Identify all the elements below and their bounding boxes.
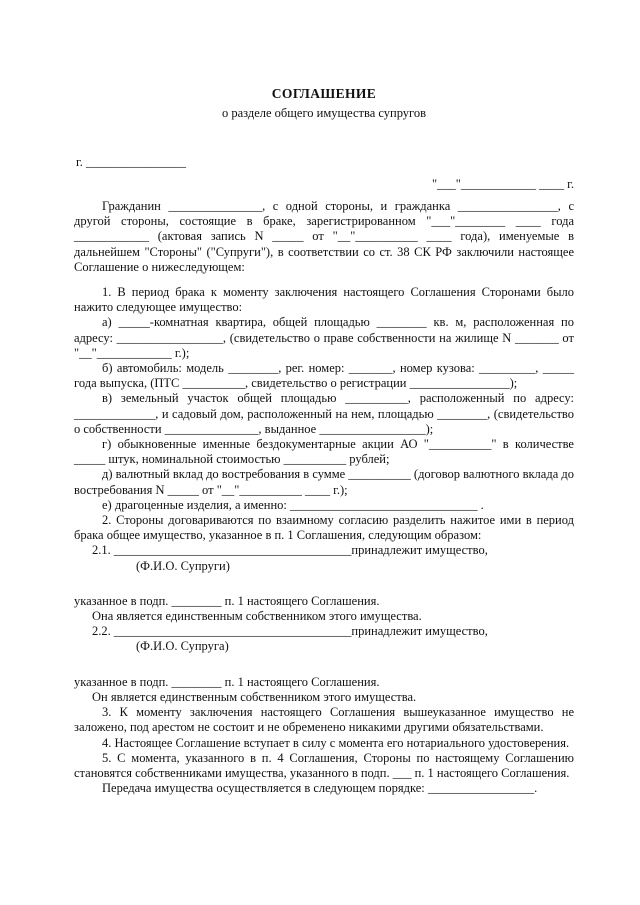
property-item-e: е) драгоценные изделия, а именно: ______________________________ . xyxy=(102,497,484,512)
clause-5-paragraph: 5. С момента, указанного в п. 4 Соглашения, Стороны по настоящему Соглашению становятся собственниками имущества, указанного в подп. ___ п. 1 настоящего Соглашения. xyxy=(74,750,574,780)
document-subtitle: о разделе общего имущества супругов xyxy=(221,106,427,120)
property-item-g: г) обыкновенные именные бездокументарные акции АО "__________" в количестве _____ штук, номинальной стоимостью __________ рублей; xyxy=(74,437,574,467)
sole-owner-line-husband: Он является единственным собственником этого имущества. xyxy=(92,689,417,704)
reference-line-wife: указанное в подп. ________ п. 1 настоящего Соглашения. xyxy=(74,593,380,608)
spacer xyxy=(74,655,574,675)
clause-3-paragraph: 3. К моменту заключения настоящего Соглашения вышеуказанное имущество не заложено, под арестом не состоит и не обременено никакими другими обязательствами. xyxy=(74,705,574,735)
reference-line-husband: указанное в подп. ________ п. 1 настоящего Соглашения. xyxy=(74,674,380,689)
city-date-row xyxy=(74,155,574,199)
subclause-2-1: 2.1. ______________________________________принадлежит имущество, xyxy=(92,543,488,558)
clause-4-paragraph: 4. Настоящее Соглашение вступает в силу с момента его нотариального удостоверения. xyxy=(102,735,570,750)
caption-wife: (Ф.И.О. Супруги) xyxy=(136,558,230,573)
clause-2-paragraph: 2. Стороны договариваются по взаимному согласию разделить нажитое ими в период брака общее имущество, указанное в п. 1 Соглашения, следующим образом: xyxy=(74,513,574,543)
date-field[interactable]: "___"____________ ____ г. xyxy=(431,177,574,191)
document-title: СОГЛАШЕНИЕ xyxy=(271,86,377,101)
document-content xyxy=(74,86,574,796)
property-item-a: а) _____-комнатная квартира, общей площадью ________ кв. м, расположенная по адресу: _________________, (свидетельство о праве собственности на жилище N _______ от "__"____________ г.); xyxy=(74,315,574,360)
spacer xyxy=(74,275,574,285)
property-item-d: д) валютный вклад до востребования в сумме __________ (договор валютного вклада до востребования N _____ от "__"__________ ____ г.); xyxy=(74,467,574,497)
sole-owner-line-wife: Она является единственным собственником этого имущества. xyxy=(92,609,422,624)
city-field[interactable]: г. ________________ xyxy=(76,155,186,169)
caption-husband: (Ф.И.О. Супруга) xyxy=(136,639,229,654)
property-item-v: в) земельный участок общей площадью __________, расположенный по адресу: _____________, и садовый дом, расположенный на нем, площадью ________, (свидетельство о собственности _______________, выданное _________________); xyxy=(74,391,574,436)
property-item-b: б) автомобиль: модель ________, рег. номер: _______, номер кузова: _________, _____ года выпуска, (ПТС __________, свидетельство о регистрации ________________); xyxy=(74,361,574,391)
subclause-2-2: 2.2. ______________________________________принадлежит имущество, xyxy=(92,624,488,639)
spacer xyxy=(74,574,574,594)
preamble-paragraph: Гражданин _______________, с одной стороны, и гражданка ________________, с другой стороны, состоящие в браке, зарегистрированном "___"________ ____ года ____________ (актовая запись N _____ от "__"__________ ____ года), именуемые в дальнейшем "Стороны" ("Супруги"), в соответствии со ст. 38 СК РФ заключили настоящее Соглашение о нижеследующем: xyxy=(74,199,574,274)
closing-paragraph: Передача имущества осуществляется в следующем порядке: _________________. xyxy=(102,781,538,796)
clause-1-paragraph: 1. В период брака к моменту заключения настоящего Соглашения Сторонами было нажито следующее имущество: xyxy=(74,285,574,315)
